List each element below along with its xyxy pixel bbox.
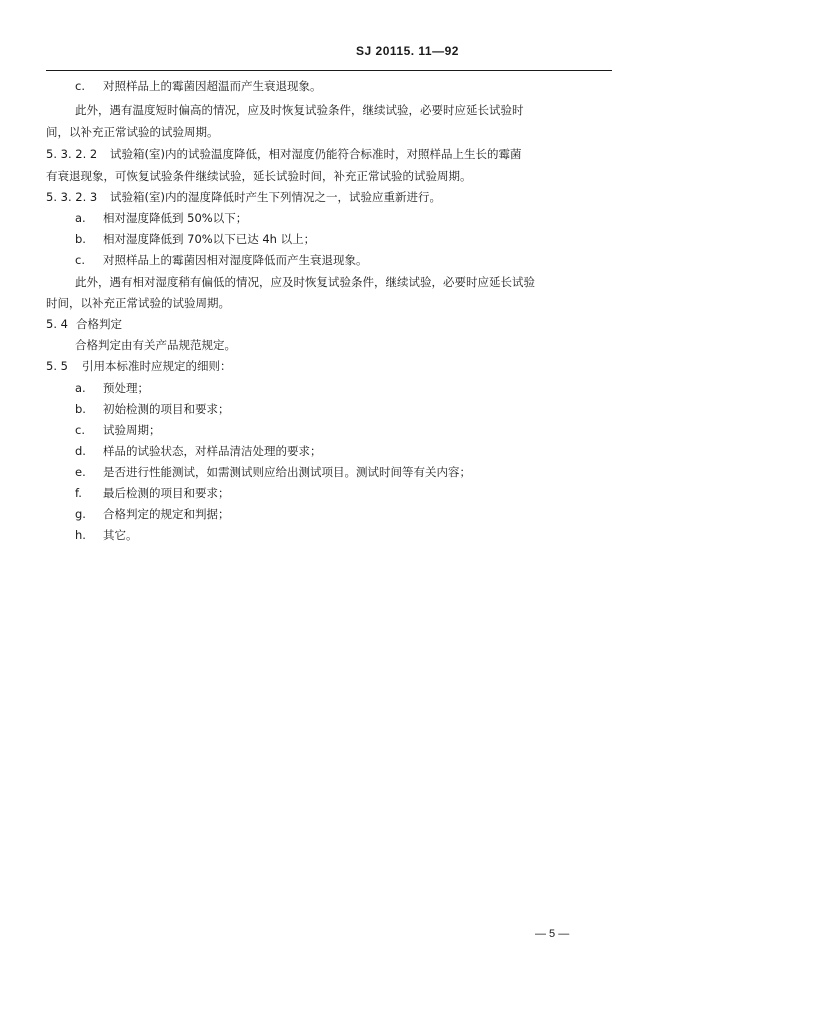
header-divider xyxy=(46,70,612,71)
item-text: 样品的试验状态，对样品清洁处理的要求； xyxy=(103,444,322,458)
paragraph-line: 此外，遇有相对湿度稍有偏低的情况，应及时恢复试验条件，继续试验，必要时应延长试验 xyxy=(75,275,535,289)
item-label: h. xyxy=(75,528,86,542)
list-item xyxy=(75,380,149,396)
item-label: c. xyxy=(75,423,85,437)
section-number: 5. 3. 2. 2 xyxy=(46,147,98,161)
paragraph-line: 合格判定由有关产品规范规定。 xyxy=(75,338,236,352)
item-label: c. xyxy=(75,253,85,267)
section-text: 试验箱(室)内的湿度降低时产生下列情况之一，试验应重新进行。 xyxy=(110,190,441,204)
section-5-4 xyxy=(46,316,122,332)
paragraph-line: 有衰退现象，可恢复试验条件继续试验，延长试验时间，补充正常试验的试验周期。 xyxy=(46,169,472,183)
item-text: 是否进行性能测试，如需测试则应给出测试项目。测试时间等有关内容； xyxy=(103,465,471,479)
item-label: d. xyxy=(75,444,86,458)
list-item xyxy=(75,527,138,543)
paragraph-line: 此外，遇有温度短时偏高的情况，应及时恢复试验条件，继续试验，必要时应延长试验时 xyxy=(75,103,524,117)
list-item xyxy=(75,422,161,438)
list-item xyxy=(75,485,230,501)
item-label: b. xyxy=(75,402,86,416)
section-5-3-2-2 xyxy=(46,146,521,162)
item-label: a. xyxy=(75,381,86,395)
item-text: 相对湿度降低到 50%以下； xyxy=(103,211,248,225)
list-item xyxy=(75,464,471,480)
list-item xyxy=(75,506,230,522)
item-text: 初始检测的项目和要求； xyxy=(103,402,230,416)
item-label: e. xyxy=(75,465,86,479)
section-number: 5. 5 xyxy=(46,359,68,373)
item-text: 对照样品上的霉菌因超温而产生衰退现象。 xyxy=(103,79,322,93)
section-text: 试验箱(室)内的试验温度降低，相对湿度仍能符合标准时，对照样品上生长的霉菌 xyxy=(110,147,522,161)
section-5-3-2-3 xyxy=(46,189,441,205)
list-item xyxy=(75,231,315,247)
item-label: g. xyxy=(75,507,86,521)
section-title: 合格判定 xyxy=(76,317,122,331)
item-label: b. xyxy=(75,232,86,246)
item-text: 预处理； xyxy=(103,381,149,395)
page-number: — 5 — xyxy=(535,928,570,940)
list-item xyxy=(75,252,368,268)
item-label: c. xyxy=(75,79,85,93)
item-text: 试验周期； xyxy=(103,423,161,437)
item-text: 相对湿度降低到 70%以下已达 4h 以上； xyxy=(103,232,316,246)
paragraph-line: 间，以补充正常试验的试验周期。 xyxy=(46,125,219,139)
item-text: 合格判定的规定和判据； xyxy=(103,507,230,521)
section-number: 5. 4 xyxy=(46,317,68,331)
item-label: a. xyxy=(75,211,86,225)
list-item xyxy=(75,78,322,94)
item-text: 其它。 xyxy=(103,528,138,542)
section-title: 引用本标准时应规定的细则： xyxy=(82,359,232,373)
list-item xyxy=(75,443,322,459)
paragraph-line: 时间，以补充正常试验的试验周期。 xyxy=(46,296,230,310)
section-number: 5. 3. 2. 3 xyxy=(46,190,98,204)
item-text: 最后检测的项目和要求； xyxy=(103,486,230,500)
list-item xyxy=(75,210,247,226)
item-text: 对照样品上的霉菌因相对湿度降低而产生衰退现象。 xyxy=(103,253,368,267)
list-item xyxy=(75,401,230,417)
document-code-header: SJ 20115. 11—92 xyxy=(356,44,459,58)
item-label: f. xyxy=(75,486,82,500)
section-5-5 xyxy=(46,358,232,374)
